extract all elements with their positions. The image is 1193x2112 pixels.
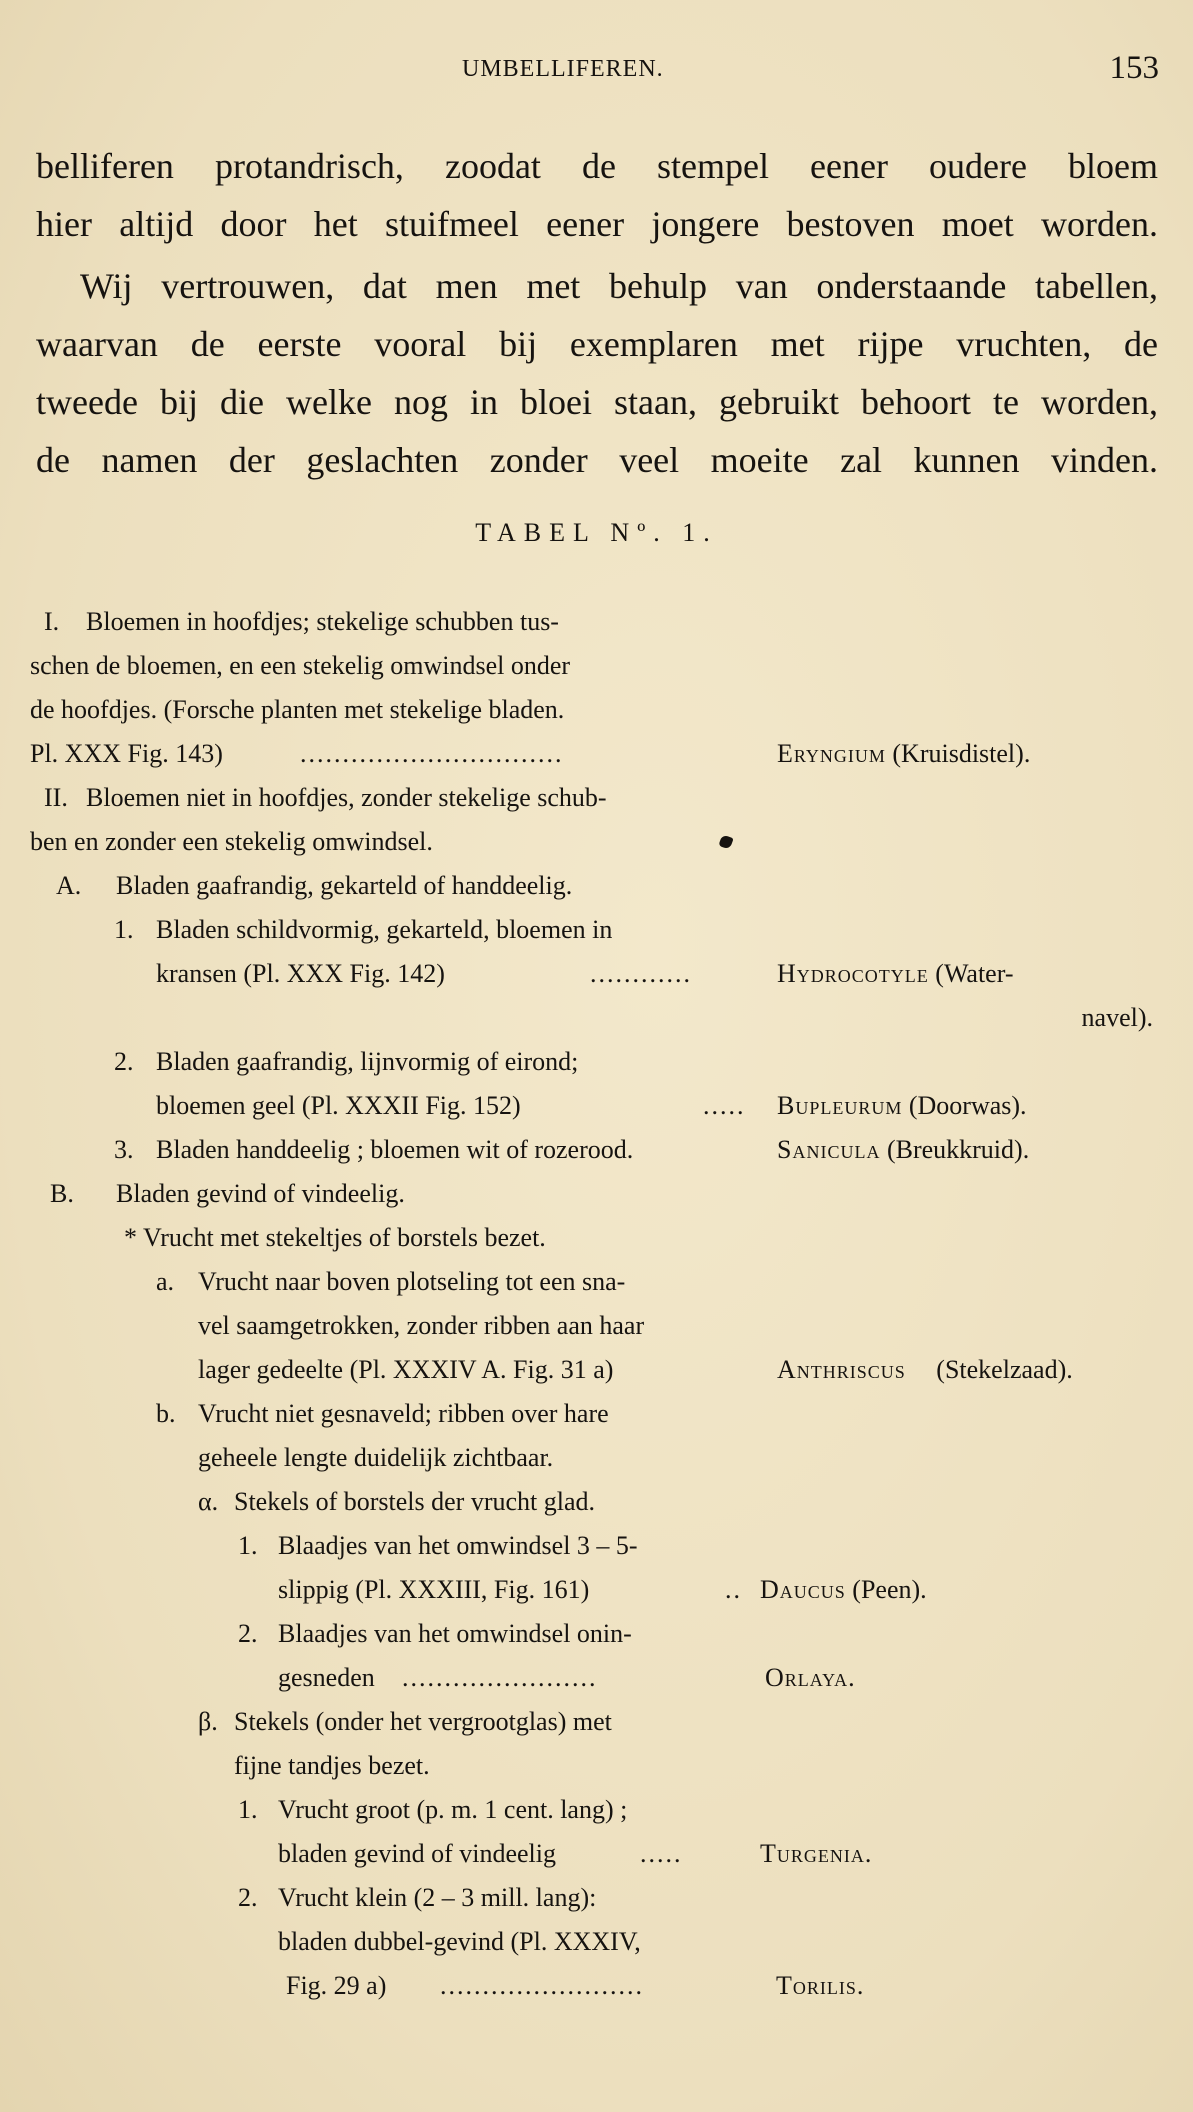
key-text: schen de bloemen, en een stekelig omwindsel onder <box>30 651 571 680</box>
genus-name <box>760 1832 872 1876</box>
key-row <box>0 820 1193 864</box>
key-row <box>0 1392 1193 1436</box>
leader-dots: ....................... <box>402 1663 598 1692</box>
key-number: a. <box>156 1267 175 1296</box>
key-text: Vrucht groot (p. m. 1 cent. lang) ; <box>278 1795 628 1824</box>
genus-name <box>765 1656 856 1700</box>
key-row <box>0 1348 1193 1392</box>
identification-key <box>0 600 1193 2008</box>
key-row <box>0 732 1193 776</box>
genus-name <box>777 732 1030 776</box>
key-row <box>0 1480 1193 1524</box>
genus-latin: Hydrocotyle <box>777 959 929 988</box>
key-row <box>0 644 1193 688</box>
genus-common: (Doorwas). <box>908 1091 1027 1120</box>
key-row <box>0 1788 1193 1832</box>
leader-dots: ........................ <box>440 1971 644 2000</box>
key-text: Pl. XXX Fig. 143) <box>30 739 223 768</box>
key-row <box>0 1084 1193 1128</box>
genus-common-cont: navel). <box>1081 1003 1153 1032</box>
leader-dots: ..... <box>640 1839 683 1868</box>
key-number: A. <box>56 871 82 900</box>
genus-name <box>777 952 1014 996</box>
genus-common: (Kruisdistel). <box>892 739 1031 768</box>
key-row <box>0 864 1193 908</box>
genus-common: (Peen). <box>852 1575 927 1604</box>
key-number: I. <box>44 607 60 636</box>
key-text: bladen gevind of vindeelig <box>278 1839 556 1868</box>
genus-name <box>777 1128 1029 1172</box>
key-row <box>0 688 1193 732</box>
key-row <box>0 1832 1193 1876</box>
running-head: UMBELLIFEREN. <box>462 56 664 82</box>
prose-line: belliferen protandrisch, zoodat de stempel eener oudere bloem <box>36 146 1158 186</box>
genus-common: (Stekelzaad). <box>936 1355 1073 1384</box>
key-text: Blaadjes van het omwindsel onin- <box>278 1619 632 1648</box>
key-number: 3. <box>114 1135 134 1164</box>
key-number: β. <box>198 1707 218 1736</box>
key-text: gesneden <box>278 1663 375 1692</box>
key-row <box>0 1920 1193 1964</box>
key-text: kransen (Pl. XXX Fig. 142) <box>156 959 445 988</box>
key-text: slippig (Pl. XXXIII, Fig. 161) <box>278 1575 590 1604</box>
key-row <box>0 1040 1193 1084</box>
key-row <box>0 1524 1193 1568</box>
key-text: Bladen gaafrandig, gekarteld of handdeelig. <box>116 871 573 900</box>
key-text: vel saamgetrokken, zonder ribben aan haar <box>198 1311 645 1340</box>
key-number: II. <box>44 783 68 812</box>
key-text: Stekels of borstels der vrucht glad. <box>234 1487 596 1516</box>
key-text: Bladen gaafrandig, lijnvormig of eirond; <box>156 1047 579 1076</box>
key-text: lager gedeelte (Pl. XXXIV A. Fig. 31 a) <box>198 1355 614 1384</box>
genus-latin: Bupleurum <box>777 1091 903 1120</box>
key-text: fijne tandjes bezet. <box>234 1751 430 1780</box>
key-text: Bloemen niet in hoofdjes, zonder stekelige schub- <box>86 783 607 812</box>
key-row <box>0 1568 1193 1612</box>
key-number: b. <box>156 1399 176 1428</box>
key-row <box>0 1304 1193 1348</box>
prose-line: de namen der geslachten zonder veel moeite zal kunnen vinden. <box>36 440 1158 480</box>
key-row <box>0 776 1193 820</box>
prose-line: waarvan de eerste vooral bij exemplaren met rijpe vruchten, de <box>36 324 1158 364</box>
key-text: * Vrucht met stekeltjes of borstels bezet. <box>124 1223 546 1252</box>
genus-latin: Turgenia. <box>760 1839 873 1868</box>
key-row <box>0 600 1193 644</box>
key-row <box>0 1172 1193 1216</box>
key-row <box>0 1700 1193 1744</box>
key-row <box>0 1612 1193 1656</box>
key-row <box>0 1436 1193 1480</box>
genus-latin: Daucus <box>760 1575 846 1604</box>
key-text: bloemen geel (Pl. XXXII Fig. 152) <box>156 1091 521 1120</box>
key-row <box>0 996 1193 1040</box>
key-text: Vrucht niet gesnaveld; ribben over hare <box>198 1399 609 1428</box>
key-text: de hoofdjes. (Forsche planten met stekelige bladen. <box>30 695 565 724</box>
page-number: 153 <box>1109 50 1159 86</box>
key-number: 2. <box>238 1883 258 1912</box>
key-number: B. <box>50 1179 74 1208</box>
genus-common: (Breukkruid). <box>886 1135 1030 1164</box>
genus-latin: Eryngium <box>777 739 886 768</box>
key-number: 2. <box>114 1047 134 1076</box>
leader-dots: .. <box>725 1575 742 1604</box>
key-row <box>0 1744 1193 1788</box>
key-text: Bladen handdeelig ; bloemen wit of rozerood. <box>156 1135 634 1164</box>
key-text: Bloemen in hoofdjes; stekelige schubben tus- <box>86 607 559 636</box>
genus-latin: Sanicula <box>777 1135 881 1164</box>
genus-latin: Orlaya. <box>765 1663 856 1692</box>
genus-name <box>777 1348 1073 1392</box>
key-row <box>0 1964 1193 2008</box>
genus-common: (Water- <box>935 959 1014 988</box>
key-number: 2. <box>238 1619 258 1648</box>
key-row <box>0 1260 1193 1304</box>
key-number: 1. <box>238 1531 258 1560</box>
key-text: Bladen schildvormig, gekarteld, bloemen in <box>156 915 613 944</box>
prose-line: Wij vertrouwen, dat men met behulp van onderstaande tabellen, <box>80 266 1158 306</box>
leader-dots: ............ <box>590 959 692 988</box>
key-number: 1. <box>114 915 134 944</box>
prose-line: hier altijd door het stuifmeel eener jongere bestoven moet worden. <box>36 204 1158 244</box>
key-number: α. <box>198 1487 219 1516</box>
key-text: Stekels (onder het vergrootglas) met <box>234 1707 612 1736</box>
genus-latin: Torilis. <box>776 1971 865 2000</box>
genus-name <box>777 1084 1027 1128</box>
genus-name <box>776 1964 864 2008</box>
key-text: Bladen gevind of vindeelig. <box>116 1179 405 1208</box>
prose-line: tweede bij die welke nog in bloei staan, gebruikt behoort te worden, <box>36 382 1158 422</box>
ink-blot <box>718 834 733 849</box>
key-row <box>0 952 1193 996</box>
key-number: 1. <box>238 1795 258 1824</box>
key-row <box>0 1656 1193 1700</box>
key-row <box>0 908 1193 952</box>
key-text: Blaadjes van het omwindsel 3 – 5- <box>278 1531 638 1560</box>
genus-name <box>760 1568 927 1612</box>
genus-latin: Anthriscus <box>777 1355 906 1384</box>
leader-dots: ..... <box>703 1091 746 1120</box>
key-row <box>0 1216 1193 1260</box>
body-text <box>36 137 1158 489</box>
key-text: Fig. 29 a) <box>286 1971 387 2000</box>
key-text: Vrucht klein (2 – 3 mill. lang): <box>278 1883 597 1912</box>
key-text: geheele lengte duidelijk zichtbaar. <box>198 1443 554 1472</box>
table-title: TABEL Nº. 1. <box>475 518 718 547</box>
key-text: bladen dubbel-gevind (Pl. XXXIV, <box>278 1927 641 1956</box>
page-header <box>0 50 1193 94</box>
key-text: ben en zonder een stekelig omwindsel. <box>30 827 433 856</box>
key-text: Vrucht naar boven plotseling tot een sna- <box>198 1267 626 1296</box>
leader-dots: ............................... <box>300 739 564 768</box>
key-row <box>0 1128 1193 1172</box>
key-row <box>0 1876 1193 1920</box>
